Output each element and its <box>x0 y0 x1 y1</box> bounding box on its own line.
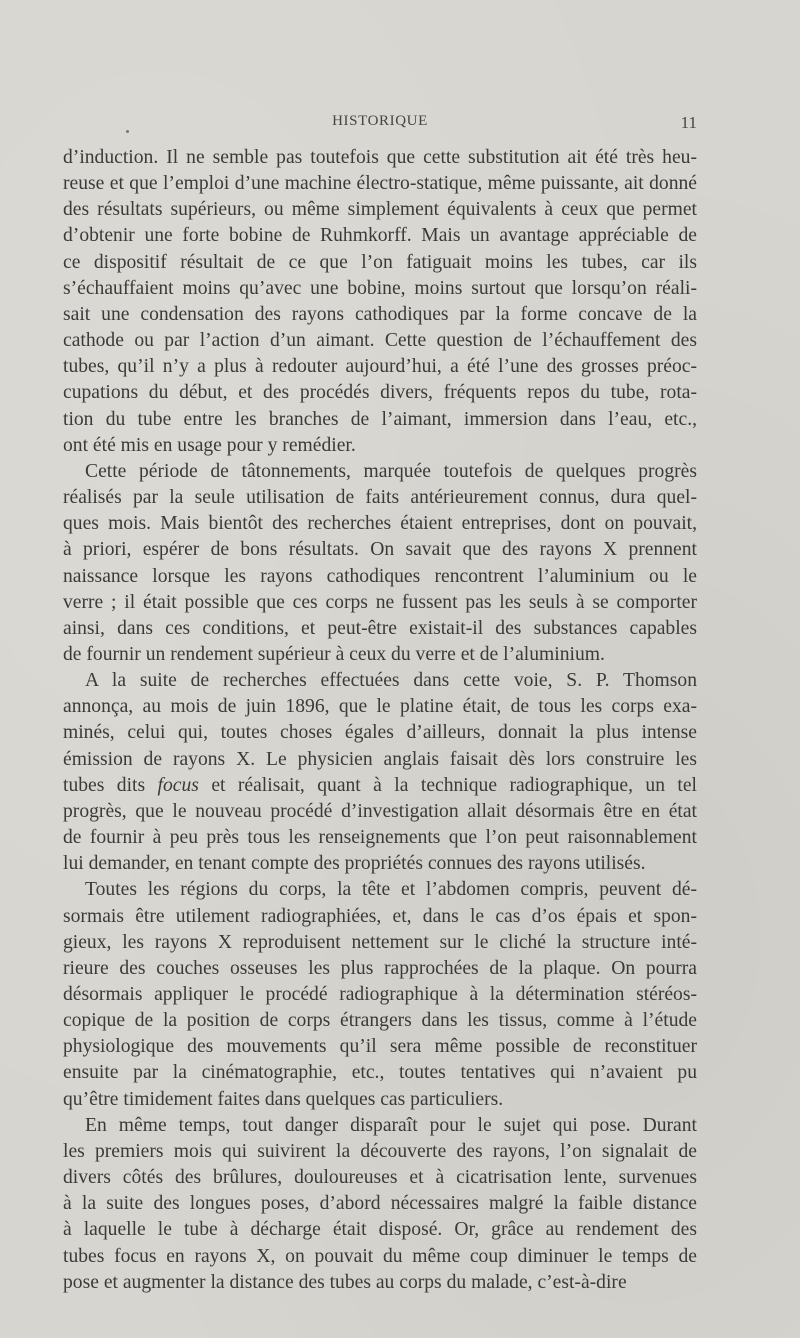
text-line: verre ; il était possible que ces corps ne fussent pas les seuls à se comporter <box>63 591 697 613</box>
text-line: réalisés par la seule utilisation de faits antérieurement connus, dura quel- <box>63 487 697 509</box>
text-line: tubes, qu’il n’y a plus à redouter aujourd’hui, a été l’une des grosses préoc- <box>63 356 697 378</box>
text-line: naissance lorsque les rayons cathodiques rencontrent l’aluminium ou le <box>63 565 697 587</box>
text-line: émission de rayons X. Le physicien anglais faisait dès lors construire les <box>63 748 697 770</box>
text-line: En même temps, tout danger disparaît pour le sujet qui pose. Durant <box>85 1114 697 1136</box>
text-line: rieure des couches osseuses les plus rapprochées de la plaque. On pourra <box>63 957 697 979</box>
text-line: tubes dits focus et réalisait, quant à la technique radiographique, un tel <box>63 774 698 796</box>
text-line: d’induction. Il ne semble pas toutefois que cette substitution ait été très heu- <box>63 147 697 168</box>
paragraph <box>63 1113 697 1296</box>
text-line: tubes focus en rayons X, on pouvait du même coup diminuer le temps de <box>63 1245 697 1267</box>
running-title: HISTORIQUE <box>332 113 428 129</box>
text-line: d’obtenir une forte bobine de Ruhmkorff. Mais un avantage appréciable de <box>63 225 697 247</box>
text-line: annonça, au mois de juin 1896, que le platine était, de tous les corps exa- <box>63 696 697 718</box>
text-line: sait une condensation des rayons cathodiques par la forme concave de la <box>63 303 697 325</box>
text-line: physiologique des mouvements qu’il sera même possible de reconstituer <box>63 1036 697 1058</box>
text-line: progrès, que le nouveau procédé d’investigation allait désormais être en état <box>63 800 697 822</box>
paragraph <box>63 668 697 877</box>
text-line: minés, celui qui, toutes choses égales d’ailleurs, donnait la plus intense <box>63 722 697 744</box>
text-line: ce dispositif résultait de ce que l’on fatiguait moins les tubes, car ils <box>63 251 697 273</box>
text-line: cupations du début, et des procédés divers, fréquents repos du tube, rota- <box>63 382 697 404</box>
text-line: ensuite par la cinématographie, etc., toutes tentatives qui n’avaient pu <box>63 1062 697 1084</box>
text-line: divers côtés des brûlures, douloureuses et à cicatrisation lente, survenues <box>63 1167 697 1189</box>
text-line: de fournir à peu près tous les renseignements que l’on peut raisonnablement <box>63 827 697 849</box>
text-line: les premiers mois qui suivirent la découverte des rayons, l’on signalait de <box>63 1140 697 1162</box>
text-line: ques mois. Mais bientôt des recherches étaient entreprises, dont on pouvait, <box>63 513 697 535</box>
text-line: à la suite des longues poses, d’abord nécessaires malgré la faible distance <box>63 1193 697 1215</box>
text-line: sormais être utilement radiographiées, et, dans le cas d’os épais et spon- <box>63 905 697 927</box>
text-line: gieux, les rayons X reproduisent nettement sur le cliché la structure inté- <box>63 931 697 953</box>
text-line: qu’être timidement faites dans quelques cas particuliers. <box>63 1088 504 1110</box>
text-line: reuse et que l’emploi d’une machine électro-statique, même puissante, ait donné <box>63 173 697 195</box>
body-text <box>63 145 697 1296</box>
page-number: 11 <box>680 113 697 132</box>
text-line: cathode ou par l’action d’un aimant. Cette question de l’échauffement des <box>63 330 697 352</box>
text-line: à laquelle le tube à décharge était disposé. Or, grâce au rendement des <box>63 1219 697 1241</box>
text-line: copique de la position de corps étrangers dans les tissus, comme à l’étude <box>63 1010 697 1032</box>
text-line: des résultats supérieurs, ou même simplement équivalents à ceux que permet <box>63 199 697 221</box>
text-line: A la suite de recherches effectuées dans cette voie, S. P. Thomson <box>85 670 697 692</box>
text-line: Cette période de tâtonnements, marquée toutefois de quelques progrès <box>85 460 697 482</box>
text-line: lui demander, en tenant compte des propriétés connues des rayons utilisés. <box>63 853 646 875</box>
text-line: de fournir un rendement supérieur à ceux du verre et de l’aluminium. <box>63 643 605 665</box>
text-line: à priori, espérer de bons résultats. On savait que des rayons X prennent <box>63 539 697 561</box>
running-head <box>63 113 697 137</box>
text-line: désormais appliquer le procédé radiographique à la détermination stéréos- <box>63 984 697 1005</box>
text-line: pose et augmenter la distance des tubes au corps du malade, c’est-à-dire <box>63 1271 627 1293</box>
italic-term: focus <box>157 774 199 796</box>
text-line: ont été mis en usage pour y remédier. <box>63 434 356 456</box>
paragraph <box>63 145 697 459</box>
text-line: tion du tube entre les branches de l’aimant, immersion dans l’eau, etc., <box>63 408 697 430</box>
paragraph <box>63 459 697 668</box>
text-line: Toutes les régions du corps, la tête et l’abdomen compris, peuvent dé- <box>85 879 697 901</box>
paragraph <box>63 877 697 1112</box>
text-line: ainsi, dans ces conditions, et peut-être existait-il des substances capables <box>63 617 697 639</box>
text-line: s’échauffaient moins qu’avec une bobine, moins surtout que lorsqu’on réali- <box>63 277 697 299</box>
